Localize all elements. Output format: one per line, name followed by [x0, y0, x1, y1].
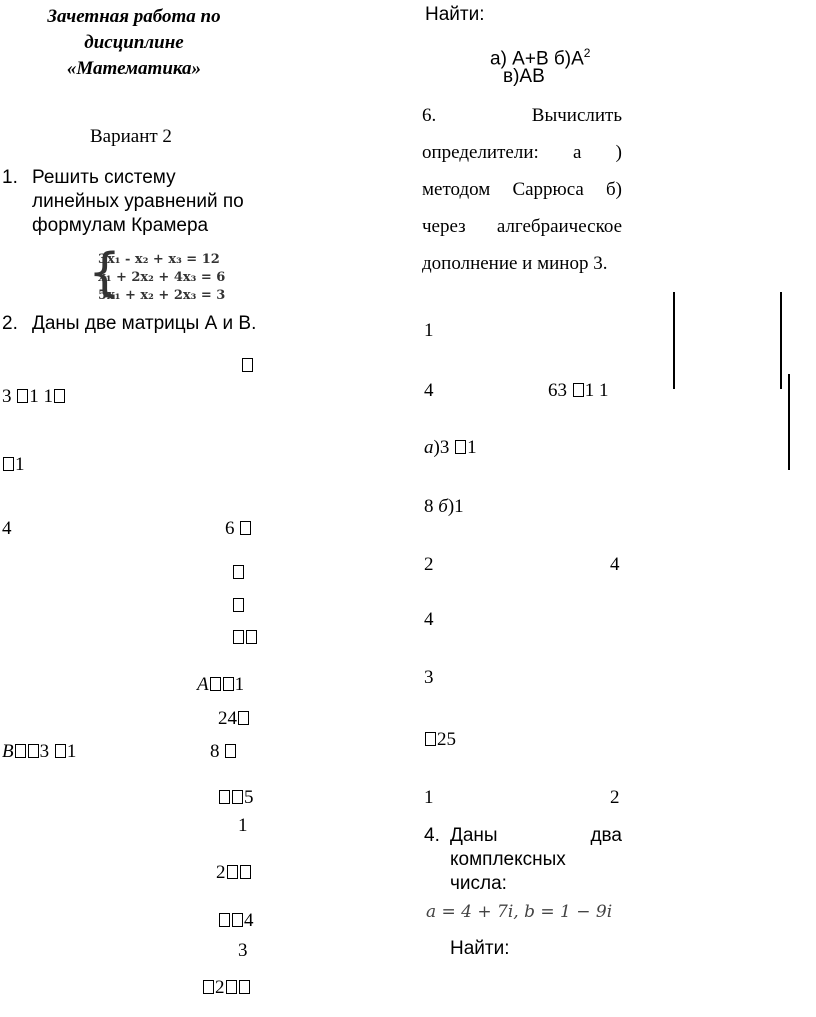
fragment: 6	[225, 518, 240, 539]
det-fragment-1: 1	[424, 320, 434, 341]
determinant-bar-right-2	[788, 374, 790, 470]
placeholder-box-3	[232, 595, 245, 617]
matrix-fragment-24	[218, 708, 250, 730]
task4-number: 4.	[424, 825, 440, 846]
find-label-bottom: Найти:	[450, 938, 510, 959]
fragment: 2	[215, 977, 225, 998]
det-fragment-2b: 2	[610, 787, 620, 808]
fragment: )3	[433, 437, 455, 458]
label-b: б	[438, 496, 448, 517]
task2-number: 2.	[2, 313, 18, 334]
fragment: 4	[244, 910, 254, 931]
task4-word-1: Даны	[450, 825, 498, 846]
task2-text: Даны две матрицы А и В.	[32, 313, 257, 334]
placeholder-box-1	[241, 355, 254, 377]
task6-word: Вычислить	[531, 105, 622, 126]
matrix-fragment-6	[225, 518, 252, 540]
fragment: 1	[234, 674, 245, 695]
fragment: 25	[437, 729, 456, 750]
fragment: 8	[210, 741, 225, 762]
fragment: 24	[218, 708, 237, 729]
det-fragment-4c: 4	[424, 609, 434, 630]
task1-number: 1.	[2, 167, 18, 188]
title-line-1: Зачетная работа по	[47, 6, 221, 27]
label-a: a	[424, 437, 434, 458]
matrix-fragment-1b: 1	[238, 815, 248, 836]
variant-label: Вариант 2	[90, 126, 172, 147]
det-fragment-4b: 4	[610, 554, 620, 575]
title-line-2: дисциплине	[84, 32, 184, 53]
matrix-fragment-5	[218, 787, 254, 809]
matrix-a-label	[197, 674, 244, 696]
document-title	[20, 4, 248, 82]
det-label-a	[424, 437, 477, 459]
task1-text	[32, 166, 244, 238]
equation-system	[88, 243, 248, 306]
equation-3: 5x₁ + x₂ + 2x₃ = 3	[98, 288, 226, 303]
task6-block	[422, 97, 622, 282]
complex-numbers-formula: a = 4 + 7i, b = 1 − 9i	[426, 902, 613, 922]
task4-line-2: комплексных	[450, 849, 566, 870]
fragment: 1	[66, 741, 77, 762]
det-fragment-3: 3	[424, 667, 434, 688]
det-fragment-1b: 1	[424, 787, 434, 808]
fragment: 1	[467, 437, 477, 458]
options-text: а) А+В б)А	[490, 48, 584, 70]
task4-line-1	[450, 824, 622, 848]
task4-line-3: числа:	[450, 873, 507, 894]
matrix-fragment-3: 3	[238, 940, 248, 961]
fragment: 2	[216, 862, 226, 883]
fragment: 8	[424, 496, 439, 517]
equation-2: x₁ + 2x₂ + 4x₃ = 6	[98, 270, 226, 285]
fragment: 3	[39, 741, 54, 762]
task1-line-1: Решить систему	[32, 167, 176, 188]
task6-number: 6.	[422, 105, 437, 126]
superscript: 2	[583, 46, 591, 60]
det-fragment-25	[424, 729, 456, 751]
fragment: )1	[447, 496, 464, 517]
matrix-row-1	[2, 386, 66, 408]
matrix-b-letter: B	[2, 741, 14, 762]
det-fragment-4: 4	[424, 380, 434, 401]
task6-line-5: дополнение и минор 3.	[422, 253, 608, 274]
matrix-fragment-2b	[202, 977, 251, 999]
determinant-bar-left	[673, 292, 675, 389]
task6-line-2: определители: а )	[422, 142, 622, 163]
fragment: 1 1	[29, 386, 53, 407]
fragment: 5	[244, 787, 254, 808]
find-options-line-2: в)АВ	[503, 66, 545, 87]
title-line-3: «Математика»	[66, 58, 202, 79]
matrix-fragment-4b	[218, 910, 254, 932]
determinant-bar-right	[780, 292, 782, 389]
det-fragment-2: 2	[424, 554, 434, 575]
matrix-fragment-4: 4	[2, 518, 12, 539]
matrix-fragment-8	[210, 741, 237, 763]
fragment: 1 1	[584, 380, 609, 401]
task6-line-4: через алгебраическое	[422, 216, 622, 237]
task4-word-2: два	[590, 825, 622, 846]
fragment: 3	[2, 386, 17, 407]
placeholder-box-2	[232, 562, 245, 584]
placeholder-box-4	[232, 627, 258, 649]
fragment: 63	[548, 380, 572, 401]
matrix-row-2	[2, 454, 25, 476]
system-brace-icon: {	[88, 243, 122, 303]
matrix-a-letter: A	[197, 674, 209, 695]
matrix-b-label	[2, 741, 76, 763]
task6-line-1	[422, 97, 622, 134]
det-fragment-63	[548, 380, 609, 402]
find-label-top: Найти:	[425, 4, 485, 25]
task1-line-2: линейных уравнений по	[32, 191, 244, 212]
task1-line-3: формулам Крамера	[32, 215, 209, 236]
equation-1: 3x₁ - x₂ + x₃ = 12	[98, 252, 220, 267]
det-label-b	[424, 496, 464, 518]
fragment: 1	[15, 454, 25, 475]
task6-line-3: методом Саррюса б)	[422, 179, 622, 200]
matrix-fragment-2	[216, 862, 252, 884]
